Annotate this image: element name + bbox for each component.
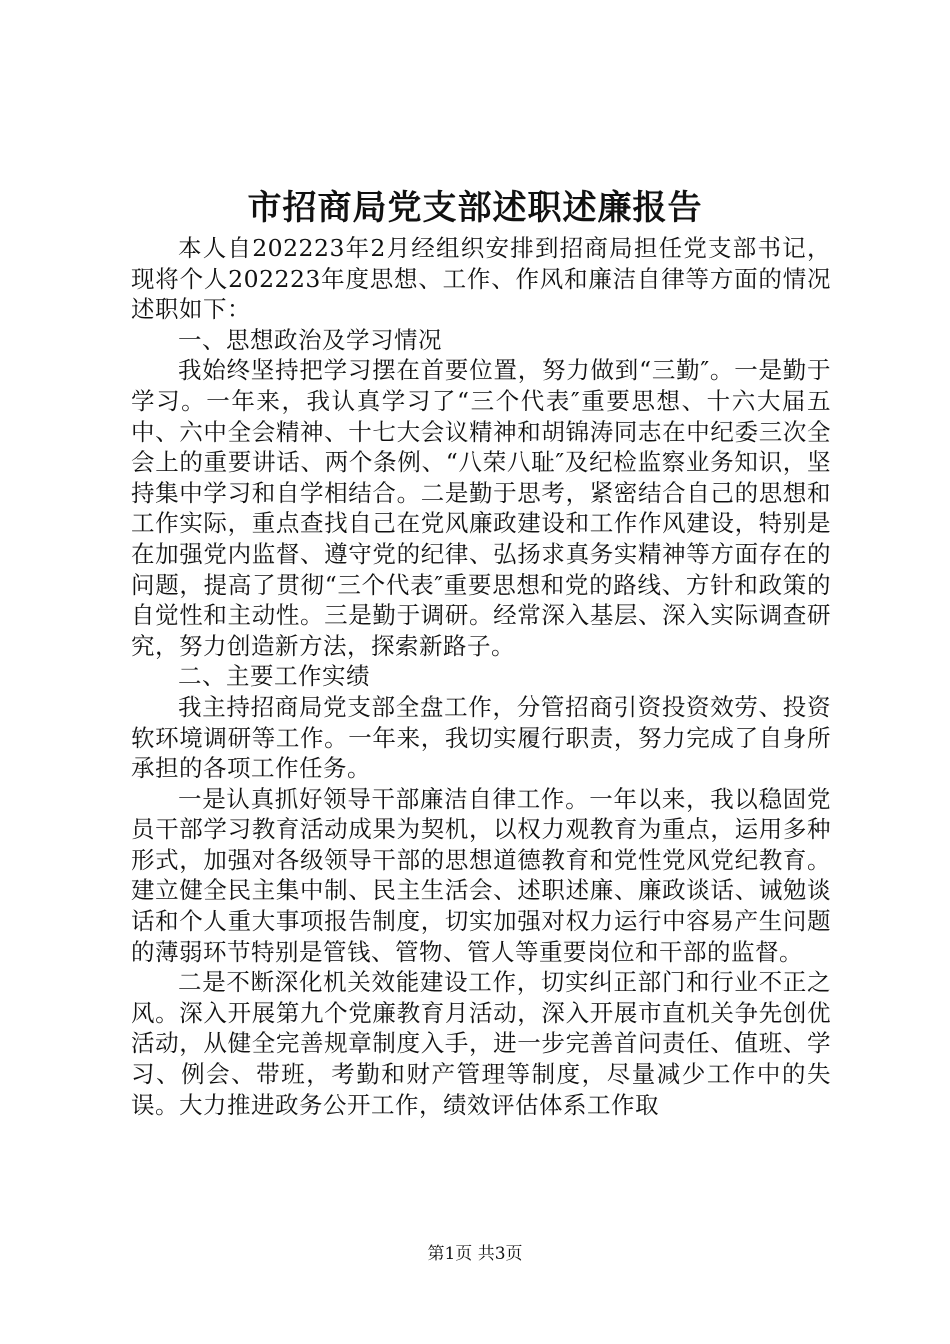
section-heading-1: 一、思想政治及学习情况	[178, 325, 442, 354]
body-paragraph: 我始终坚持把学习摆在首要位置，努力做到“三勤″。一是勤于学习。一年来，我认真学习了“三个代表″重要思想、十六大届五中、六中全会精神、十七大会议精神和胡锦涛同志在中纪委三次全会上的重要讲话、两个条例、“八荣八耻″及纪检监察业务知识，坚持集中学习和自学相结合。二是勤于思考，紧密结合自己的思想和工作实际，重点查找自己在党风廉政建设和工作作风建设，特别是在加强党内监督、遵守党的纪律、弘扬求真务实精神等方面存在的问题，提高了贯彻“三个代表″重要思想和党的路线、方针和政策的自觉性和主动性。三是勤于调研。经常深入基层、深入实际调查研究，努力创造新方法，探索新路子。	[131, 356, 831, 660]
page-footer: 第1页 共3页	[427, 1244, 523, 1264]
section-heading-2: 二、主要工作实绩	[178, 662, 370, 691]
body-paragraph: 二是不断深化机关效能建设工作，切实纠正部门和行业不正之风。深入开展第九个党廉教育月活动，深入开展市直机关争先创优活动，从健全完善规章制度入手，进一步完善首问责任、值班、学习、例会、带班，考勤和财产管理等制度，尽量减少工作中的失误。大力推进政务公开工作，绩效评估体系工作取	[131, 968, 831, 1119]
intro-paragraph: 本人自202223年2月经组织安排到招商局担任党支部书记，现将个人202223年度思想、工作、作风和廉洁自律等方面的情况述职如下：	[131, 234, 831, 324]
body-paragraph: 一是认真抓好领导干部廉洁自律工作。一年以来，我以稳固党员干部学习教育活动成果为契机，以权力观教育为重点，运用多种形式，加强对各级领导干部的思想道德教育和党性党风党纪教育。建立健全民主集中制、民主生活会、述职述廉、廉政谈话、诫勉谈话和个人重大事项报告制度，切实加强对权力运行中容易产生问题的薄弱环节特别是管钱、管物、管人等重要岗位和干部的监督。	[131, 784, 831, 966]
body-paragraph: 我主持招商局党支部全盘工作，分管招商引资投资效劳、投资软环境调研等工作。一年来，我切实履行职责，努力完成了自身所承担的各项工作任务。	[131, 692, 831, 783]
document-body	[131, 233, 831, 1120]
document-title: 市招商局党支部述职述廉报告	[247, 188, 703, 228]
